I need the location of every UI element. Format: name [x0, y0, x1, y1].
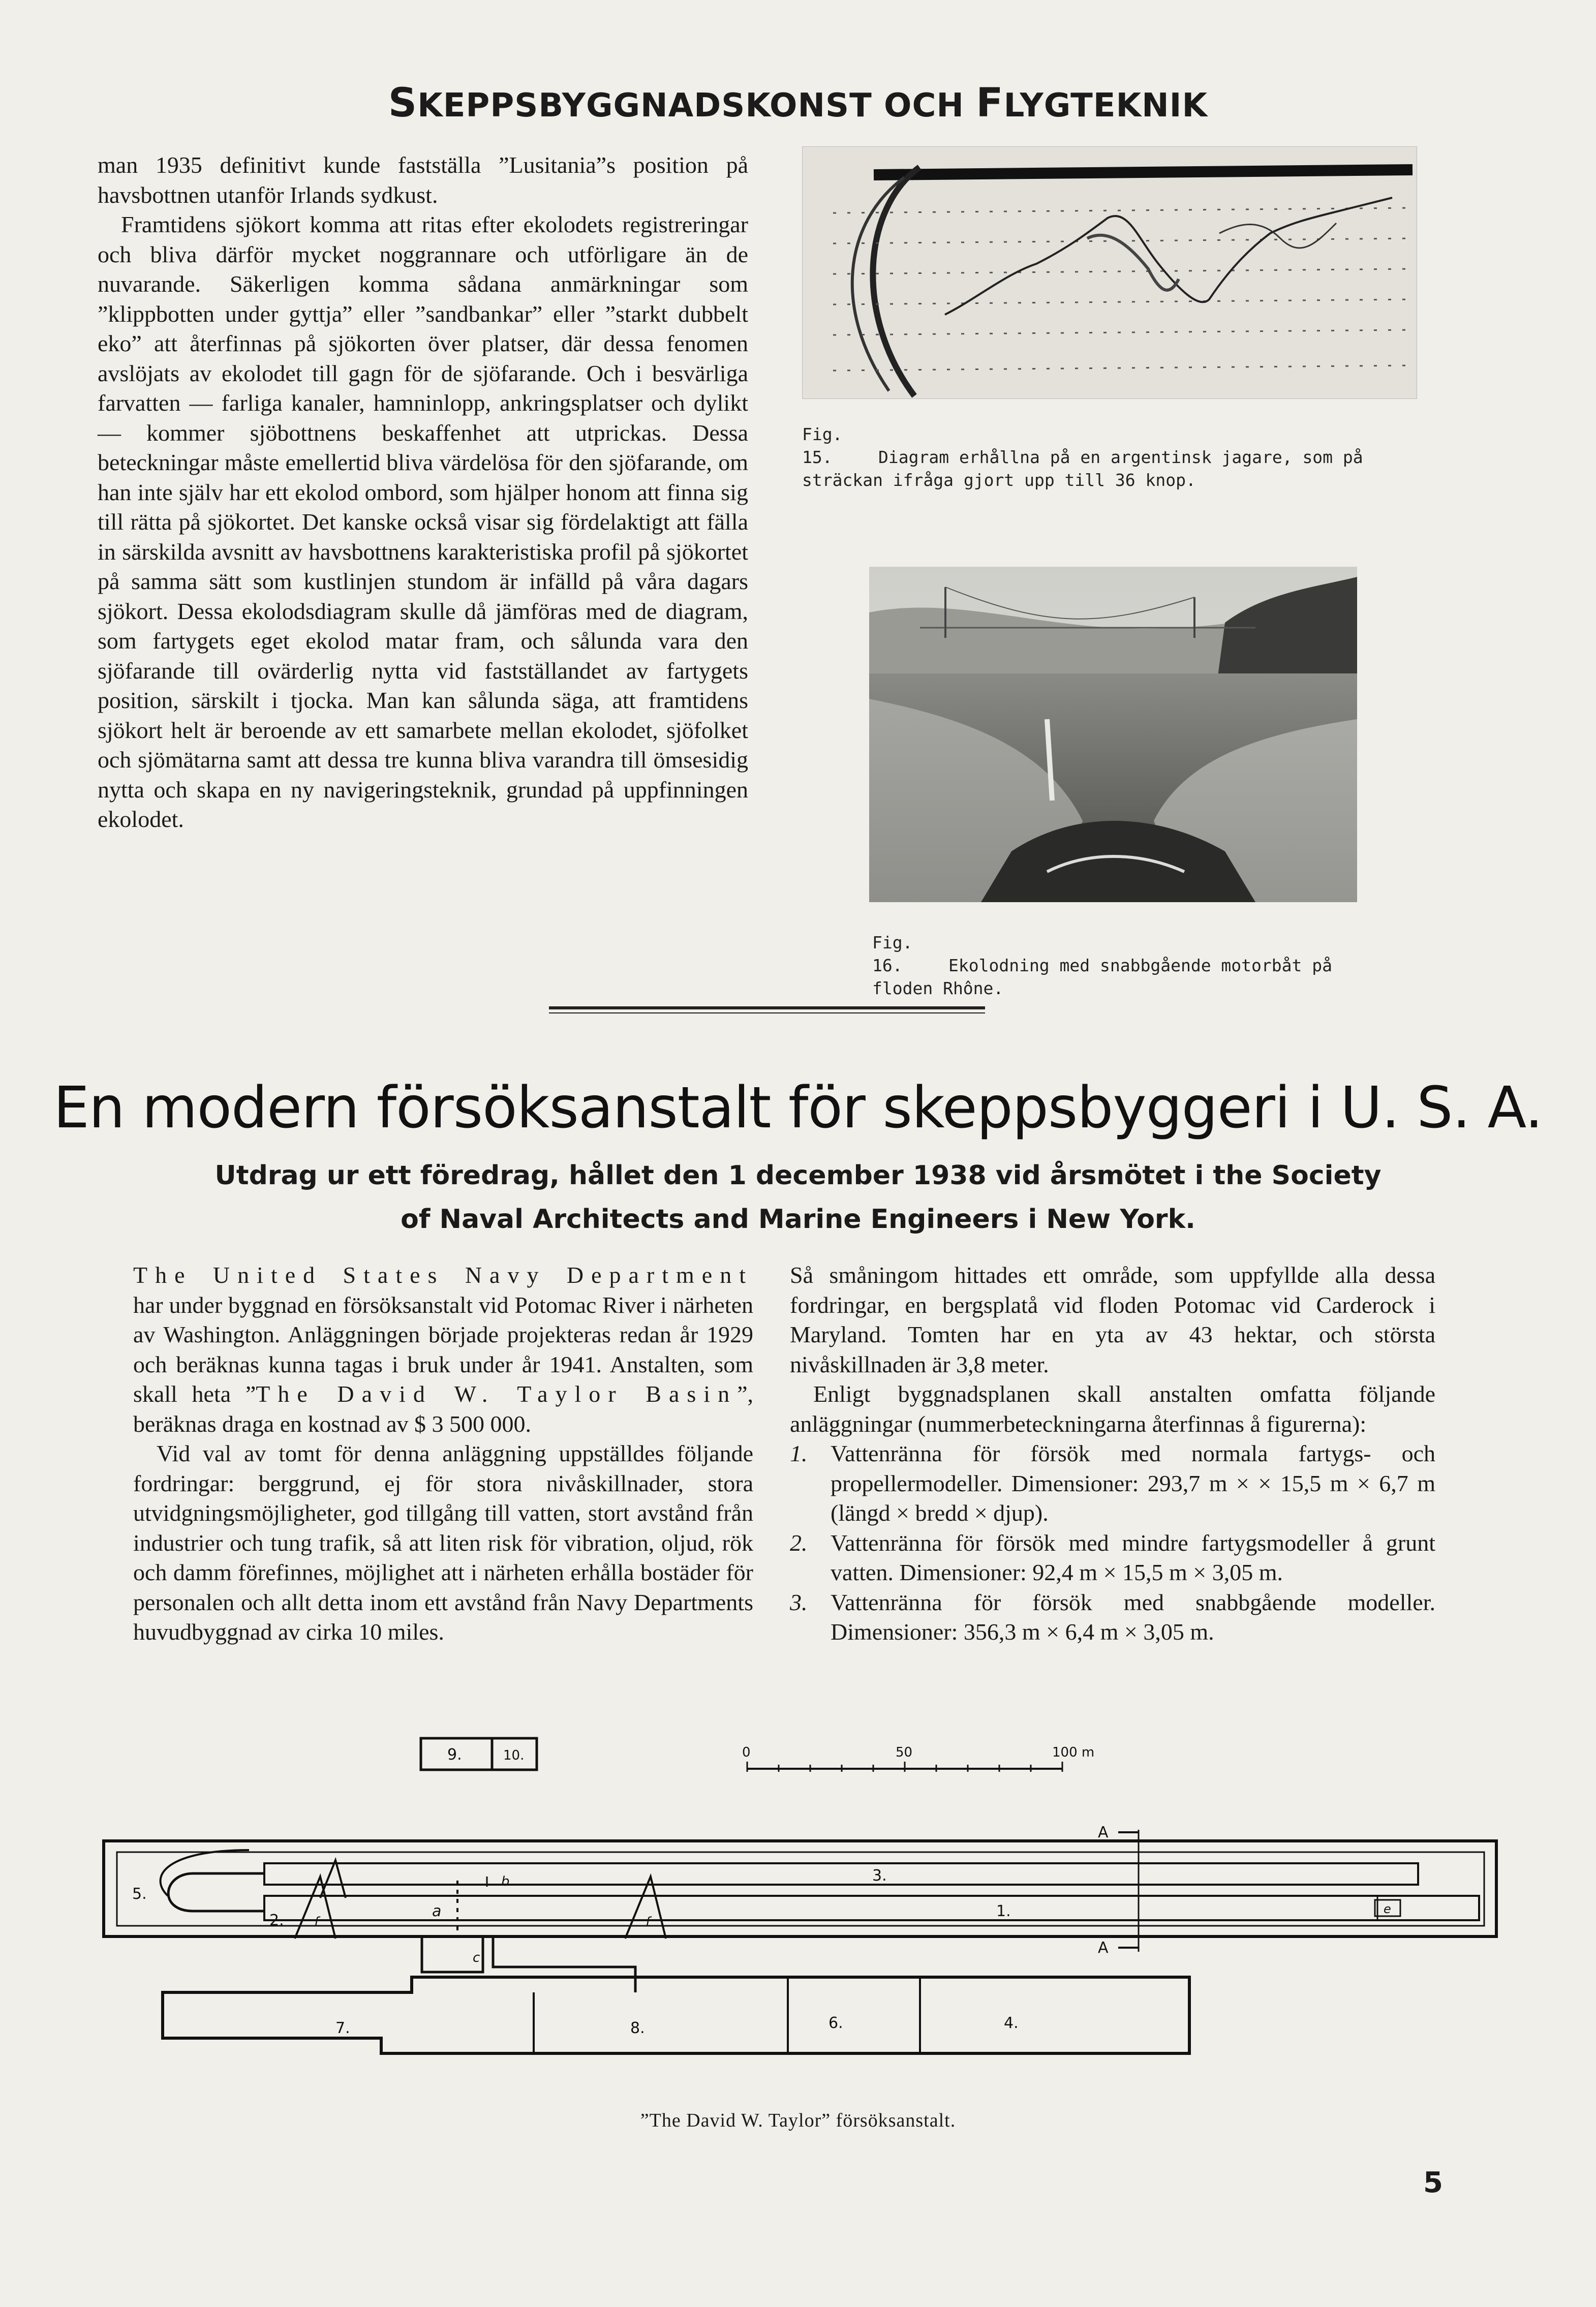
- label-6: 6.: [828, 2014, 843, 2032]
- label-7: 7.: [335, 2019, 350, 2037]
- label-A-top: A: [1098, 1824, 1109, 1841]
- label-A-bottom: A: [1098, 1939, 1109, 1957]
- label-f-2: f: [646, 1915, 651, 1930]
- scale-0: 0: [742, 1745, 751, 1760]
- label-a: a: [432, 1902, 442, 1920]
- paragraph: Enligt byggnadsplanen skall anstalten omfatta följande anläggningar (nummerbeteckningarna återfinnas å figurerna):: [790, 1381, 1435, 1437]
- label-e: e: [1384, 1902, 1391, 1916]
- label-3: 3.: [872, 1867, 887, 1885]
- scale-50: 50: [896, 1745, 913, 1760]
- section-divider: [549, 1006, 985, 1009]
- echo-sounding-diagram: [802, 146, 1417, 399]
- label-1: 1.: [996, 1902, 1011, 1920]
- running-header: SKEPPSBYGGNADSKONST OCH FLYGTEKNIK: [388, 80, 1208, 126]
- label-f-1: f: [314, 1915, 319, 1930]
- fig16-caption: Fig. 16. Ekolodning med snabbgående motorbåt på floden Rhône.: [872, 933, 1332, 998]
- article-left-column: [133, 1260, 753, 1647]
- plan-caption: ”The David W. Taylor” försöksanstalt.: [640, 2110, 956, 2131]
- label-b: b: [501, 1874, 510, 1889]
- article-right-column: [790, 1260, 1435, 1647]
- paragraph: The United States Navy Department har under byggnad en försöksanstalt vid Potomac River i närheten av Washington. Anläggningen började projekteras redan år 1929 och beräknas kunna tagas i bruk under år 1941. Anstalten, som skall heta ”The David W. Taylor Basin”, beräknas draga en kostnad av $ 3 500 000.: [133, 1262, 753, 1437]
- label-5: 5.: [132, 1885, 147, 1903]
- facility-list: [790, 1439, 1435, 1647]
- label-10: 10.: [503, 1748, 525, 1763]
- page-number: 5: [1423, 2166, 1443, 2199]
- label-4: 4.: [1004, 2014, 1019, 2032]
- site-plan: [97, 1728, 1505, 2125]
- site-plan-graphic: [97, 1728, 1505, 2125]
- list-item: 3. Vattenränna för försök med snabbgående modeller. Dimensioner: 356,3 m × 6,4 m × 3,05 m.: [790, 1589, 1435, 1645]
- list-item: 2. Vattenränna för försök med mindre fartygsmodeller å grunt vatten. Dimensioner: 92,4 m × 15,5 m × 3,05 m.: [790, 1529, 1435, 1585]
- section-divider-thin: [549, 1012, 985, 1013]
- label-8: 8.: [630, 2019, 645, 2037]
- top-article-text: [98, 150, 748, 835]
- fig15-caption: Fig. 15. Diagram erhållna på en argentinsk jagare, som på sträckan ifråga gjort upp till 36 knop.: [802, 424, 1363, 490]
- scale-100: 100 m: [1052, 1745, 1095, 1760]
- paragraph: Så småningom hittades ett område, som uppfyllde alla dessa fordringar, en bergsplatå vid floden Potomac vid Carderock i Maryland. Tomten har en yta av 43 hektar, och största nivåskillnaden är 3,8 meter.: [790, 1262, 1435, 1377]
- article-title: En modern försöksanstalt för skeppsbyggeri i U. S. A.: [53, 1075, 1543, 1141]
- paragraph: Vid val av tomt för denna anläggning uppställdes följande fordringar: berggrund, ej för stora nivåskillnader, stora utvidgningsmöjligheter, god tillgång till vatten, stort avstånd från industrier och tung trafik, så att liten risk för vibration, oljud, rök och damm förefinnes, möjlighet att i närheten erhålla bostäder för personalen och allt detta inom ett avstånd från Navy Departments huvudbyggnad av cirka 10 miles.: [133, 1440, 753, 1645]
- list-item: 1. Vattenränna för försök med normala fartygs- och propellermodeller. Dimensioner: 293,7 m × × 15,5 m × 6,7 m (längd × bredd × djup).: [790, 1440, 1435, 1526]
- label-2: 2.: [269, 1912, 284, 1929]
- article-subtitle: Utdrag ur ett föredrag, hållet den 1 december 1938 vid årsmötet i the Society of Naval Architects and Marine Engineers i New York.: [214, 1160, 1382, 1235]
- label-9: 9.: [447, 1746, 462, 1764]
- diagram-graphic: [803, 147, 1417, 398]
- label-c: c: [473, 1950, 480, 1965]
- river-photo: [869, 567, 1357, 902]
- paragraph: Framtidens sjökort komma att ritas efter ekolodets registreringar och bliva därför mycket noggrannare och utförligare än de nuvarande. Säkerligen komma sådana anmärkningar som ”klippbotten under gyttja” eller ”sandbankar” eller ”starkt dubbelt eko” att återfinnas på sjökorten över platser, där dessa fenomen avslöjats av ekolodet till gagn för de sjöfarande. Och i besvärliga farvatten — farliga kanaler, hamninlopp, ankringsplatser och dylikt — kommer sjöbottnens beskaffenhet att utprickas. Dessa beteckningar måste emellertid bliva värdelösa för den sjöfarande, om han inte själv har ett ekolod ombord, som hjälper honom att finna sig till rätta på sjökortet. Det kanske också visar sig fördelaktigt att fälla in särskilda avsnitt av havsbottnens karakteristiska profil på sjökortet på samma sätt som kustlinjen stundom är infälld på våra dagars sjökort. Dessa ekolodsdiagram skulle då jämföras med de diagram, som fartygets eget ekolod matar fram, och sålunda vara den sjöfarande till ovärderlig nytta vid fastställandet av fartygets position, särskilt i tjocka. Man kan sålunda säga, att framtidens sjökort helt är beroende av ett samarbete mellan ekolodet, sjöfolket och sjömätarna samt att dessa tre kunna bliva varandra till ömsesidig nytta och skapa en ny navigeringsteknik, grundad på uppfinningen ekolodet.: [98, 211, 748, 832]
- photo-graphic: [869, 567, 1357, 902]
- paragraph: man 1935 definitivt kunde fastställa ”Lusitania”s position på havsbottnen utanför Irlands sydkust.: [98, 152, 748, 208]
